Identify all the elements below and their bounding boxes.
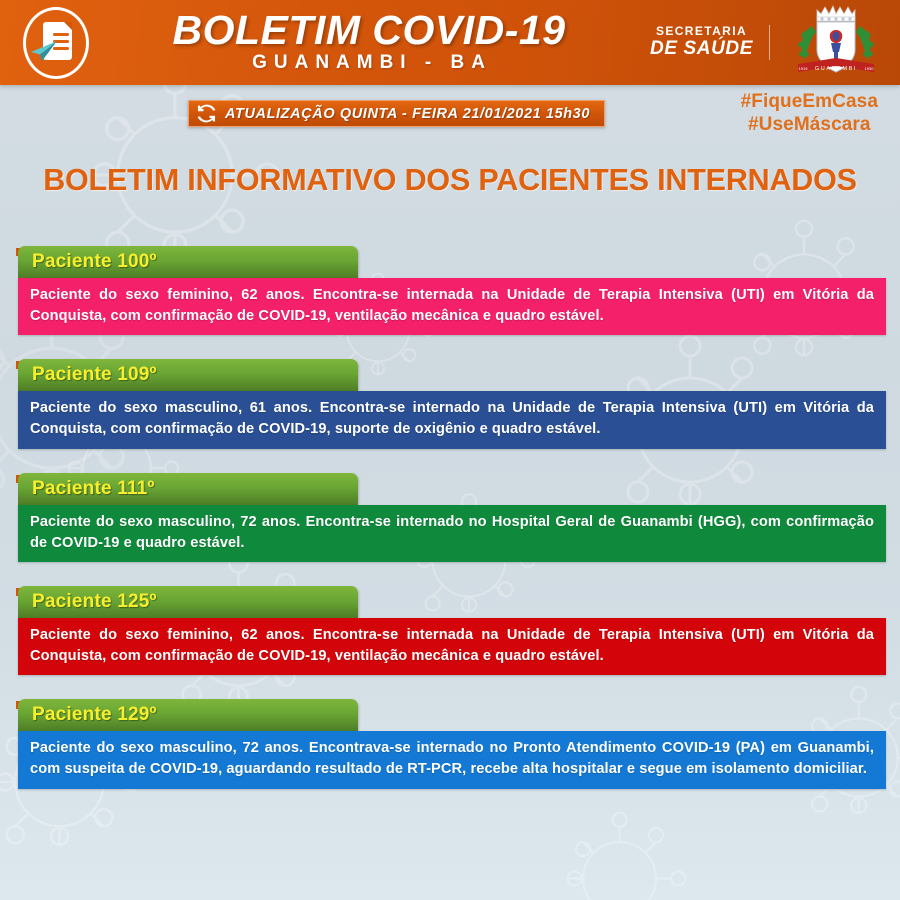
patient-card — [0, 473, 900, 562]
secretaria-block — [650, 25, 770, 61]
patient-tab — [18, 359, 358, 391]
page-brand-title: BOLETIM COVID-19 — [172, 6, 566, 53]
patient-card — [0, 359, 900, 448]
patient-tab — [18, 699, 358, 731]
secretaria-line2: DE SAÚDE — [650, 38, 753, 60]
coat-of-arms-year-left: 1919 — [798, 65, 808, 71]
document-plane-icon — [39, 22, 73, 64]
coat-of-arms-ribbon-text: GUANAMBI — [814, 65, 858, 72]
patient-tab — [18, 473, 358, 505]
coat-of-arms-year-right: 1930 — [864, 65, 874, 71]
patient-card — [0, 699, 900, 788]
update-bar — [188, 100, 605, 127]
patient-detail-text: Paciente do sexo masculino, 72 anos. Encontra-se internado no Hospital Geral de Guanambi (HGG), com confirmação de COVID-19 e quadro estável. — [30, 513, 874, 551]
page-title: BOLETIM INFORMATIVO DOS PACIENTES INTERNADOS — [43, 163, 857, 197]
patient-detail-text: Paciente do sexo feminino, 62 anos. Encontra-se internada na Unidade de Terapia Intensiva (UTI) em Vitória da Conquista, com confirmação de COVID-19, ventilação mecânica e quadro estável. — [30, 287, 874, 325]
hashtag-fique-em-casa: #FiqueEmCasa — [740, 91, 878, 112]
patient-label: Paciente 109º — [32, 364, 157, 386]
patient-detail-bar — [18, 505, 886, 562]
patient-detail-bar — [18, 278, 886, 335]
coat-of-arms-icon — [786, 2, 886, 84]
page-brand-subtitle: GUANAMBI - BA — [252, 51, 492, 73]
update-text: ATUALIZAÇÃO QUINTA - FEIRA 21/01/2021 15h30 — [225, 105, 591, 122]
patient-detail-text: Paciente do sexo masculino, 61 anos. Encontra-se internado na Unidade de Terapia Intensiva (UTI) em Vitória da Conquista, com confirmação de COVID-19, suporte de oxigênio e quadro estável. — [30, 400, 874, 438]
patient-label: Paciente 100º — [32, 251, 157, 272]
patient-detail-text: Paciente do sexo masculino, 72 anos. Encontrava-se internado no Pronto Atendimento COVID-19 (PA) em Guanambi, com suspeita de COVID-19, aguardando resultado de RT-PCR, recebe alta hospitalar e segue em isolamento domiciliar. — [30, 740, 874, 778]
patient-detail-bar — [18, 391, 886, 448]
paper-plane-icon — [30, 40, 58, 62]
logo-circle — [23, 7, 89, 79]
secretaria-line1: SECRETARIA — [655, 23, 748, 38]
patient-card-list — [0, 228, 900, 813]
patient-detail-bar — [18, 618, 886, 675]
page-header — [0, 0, 900, 85]
patient-detail-text: Paciente do sexo feminino, 62 anos. Encontra-se internada na Unidade de Terapia Intensiva (UTI) em Vitória da Conquista, com confirmação de COVID-19, ventilação mecânica e quadro estável. — [30, 626, 874, 665]
hashtag-use-mascara: #UseMáscara — [748, 114, 871, 136]
patient-label: Paciente 111º — [32, 477, 155, 499]
refresh-icon — [197, 104, 216, 123]
patient-card — [0, 246, 900, 335]
patient-tab — [18, 246, 358, 278]
patient-label: Paciente 125º — [32, 590, 157, 612]
logo — [0, 0, 112, 85]
hashtags — [741, 90, 878, 136]
patient-tab — [18, 586, 358, 618]
header-titles — [98, 6, 650, 76]
patient-label: Paciente 129º — [32, 704, 157, 726]
patient-card — [0, 586, 900, 675]
patient-detail-bar — [18, 731, 886, 788]
